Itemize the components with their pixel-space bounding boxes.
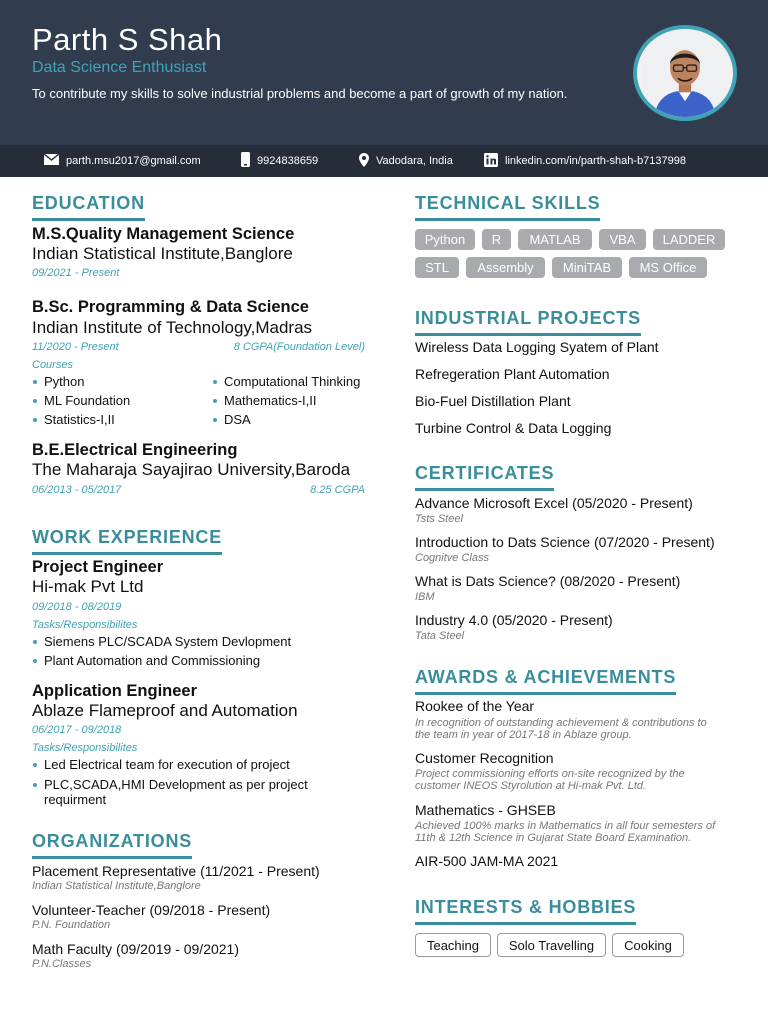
location-text: Vadodara, India [376,155,453,167]
course-item: DSA [224,412,251,427]
candidate-name: Parth S Shah [32,22,223,57]
interest-chip: Teaching [415,933,491,957]
linkedin-icon [484,153,498,170]
resume-header [0,0,768,145]
tasks-label: Tasks/Responsibilites [32,619,138,631]
education-school: Indian Institute of Technology,Madras [32,318,313,337]
award-description: the team in year of 2017-18 in Ablaze group. [415,729,632,741]
education-degree: B.Sc. Programming & Data Science [32,298,309,316]
certificate-issuer: Tata Steel [415,630,465,642]
organization-name: Indian Statistical Institute,Banglore [32,880,201,892]
project-item: Wireless Data Logging Syatem of Plant [415,339,659,355]
award-title: AIR-500 JAM-MA 2021 [415,853,559,869]
contact-location [359,145,453,177]
contact-linkedin[interactable] [484,145,686,177]
award-description: Project commissioning efforts on-site recognized by the [415,768,685,780]
award-title: Mathematics - GHSEB [415,802,556,818]
job-title: Project Engineer [32,558,164,576]
education-school: The Maharaja Sayajirao University,Baroda [32,460,351,479]
job-company: Ablaze Flameproof and Automation [32,701,298,720]
organization-role: Placement Representative (11/2021 - Present) [32,863,320,879]
contact-phone[interactable] [241,145,318,177]
career-objective: To contribute my skills to solve industrial problems and become a part of growth of my nation. [32,86,568,101]
envelope-icon [44,154,59,168]
skill-chip: MiniTAB [552,257,622,278]
task-item: Siemens PLC/SCADA System Devlopment [44,634,292,649]
industrial-projects-heading: INDUSTRIAL PROJECTS [415,308,641,336]
certificates-heading: CERTIFICATES [415,463,554,491]
contact-email[interactable] [44,145,201,177]
phone-text: 9924838659 [257,155,319,167]
skill-chip: Assembly [466,257,545,278]
organization-role: Math Faculty (09/2019 - 09/2021) [32,941,240,957]
skill-chip: MS Office [629,257,707,278]
interests-heading: INTERESTS & HOBBIES [415,897,636,925]
award-title: Rookee of the Year [415,698,535,714]
education-date: 09/2021 - Present [32,267,120,279]
profile-photo [633,25,737,121]
certificate-title: What is Dats Science? (08/2020 - Present) [415,573,681,589]
education-degree: B.E.Electrical Engineering [32,441,238,459]
award-description: customer INEOS Styrolution at Hi-mak Pvt. Ltd. [415,780,647,792]
candidate-subtitle: Data Science Enthusiast [32,59,207,76]
course-item: Statistics-I,II [44,412,115,427]
project-item: Turbine Control & Data Logging [415,420,612,436]
interest-chip: Solo Travelling [497,933,606,957]
skill-chip: STL [415,257,459,278]
education-date: 11/2020 - Present [32,341,119,353]
education-grade: 8 CGPA(Foundation Level) [233,341,365,353]
education-heading: EDUCATION [32,193,145,221]
email-text: parth.msu2017@gmail.com [66,155,201,167]
certificate-title: Introduction to Dats Science (07/2020 - Present) [415,534,715,550]
task-item: Led Electrical team for execution of project [44,757,290,772]
phone-icon [241,152,250,170]
work-experience-heading: WORK EXPERIENCE [32,527,222,555]
organization-name: P.N. Foundation [32,919,111,931]
task-item-continuation: requirment [44,792,107,807]
technical-skills-heading: TECHNICAL SKILLS [415,193,600,221]
linkedin-text: linkedin.com/in/parth-shah-b7137998 [505,155,687,167]
education-date: 06/2013 - 05/2017 [32,484,122,496]
interest-chip: Cooking [612,933,684,957]
awards-heading: AWARDS & ACHIEVEMENTS [415,667,676,695]
job-company: Hi-mak Pvt Ltd [32,577,144,596]
certificate-issuer: Tsts Steel [415,513,463,525]
certificate-title: Industry 4.0 (05/2020 - Present) [415,612,613,628]
location-pin-icon [359,153,369,170]
job-date: 09/2018 - 08/2019 [32,601,122,613]
project-item: Bio-Fuel Distillation Plant [415,393,571,409]
skill-chip: LADDER [653,229,725,250]
skill-chip: R [482,229,511,250]
award-description: Achieved 100% marks in Mathematics in all four semesters of [415,820,716,832]
task-item: PLC,SCADA,HMI Development as per project [44,777,308,792]
tasks-label: Tasks/Responsibilites [32,742,138,754]
organization-name: P.N.Classes [32,958,92,970]
education-school: Indian Statistical Institute,Banglore [32,244,293,263]
courses-label: Courses [32,359,73,371]
education-degree: M.S.Quality Management Science [32,225,295,243]
course-item: Python [44,374,85,389]
award-description: 11th & 12th Science in Gujarat State Board Examination. [415,832,692,844]
skill-chip: Python [415,229,475,250]
education-grade: 8.25 CGPA [310,484,365,496]
certificate-issuer: Cognitve Class [415,552,489,564]
task-item: Plant Automation and Commissioning [44,653,261,668]
course-item: Computational Thinking [224,374,361,389]
award-title: Customer Recognition [415,750,554,766]
contact-bar [0,145,768,177]
certificate-title: Advance Microsoft Excel (05/2020 - Present) [415,495,693,511]
profile-photo-illustration [637,29,733,117]
course-item: ML Foundation [44,393,131,408]
job-date: 06/2017 - 09/2018 [32,724,122,736]
certificate-issuer: IBM [415,591,435,603]
skill-chip: MATLAB [518,229,592,250]
course-item: Mathematics-I,II [224,393,317,408]
organization-role: Volunteer-Teacher (09/2018 - Present) [32,902,271,918]
skill-chip: VBA [599,229,646,250]
organizations-heading: ORGANIZATIONS [32,831,192,859]
award-description: In recognition of outstanding achievement & contributions to [415,717,707,729]
project-item: Refregeration Plant Automation [415,366,610,382]
job-title: Application Engineer [32,682,198,700]
